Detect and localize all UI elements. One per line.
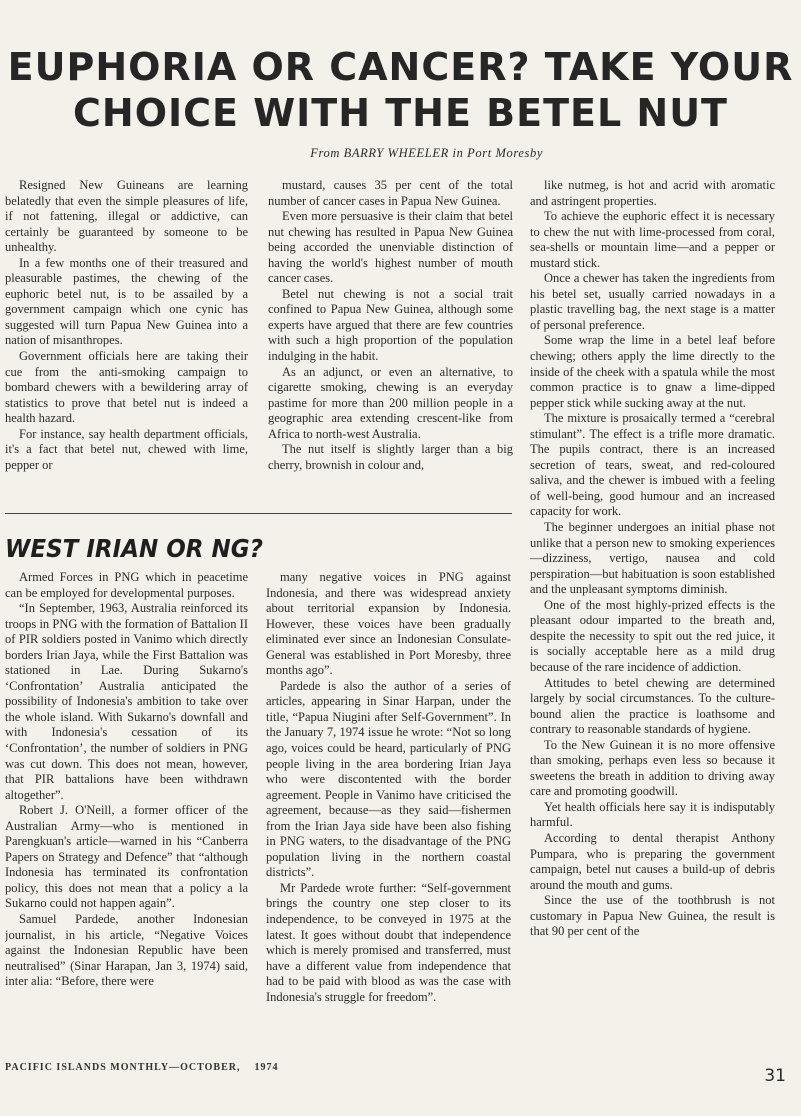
paragraph: For instance, say health department officials, it's a fact that betel nut, chewed with lime, pepper or xyxy=(5,426,248,472)
paragraph: Attitudes to betel chewing are determined largely by social circumstances. To the culture-bound alien the practice is loathsome and contrary to reasonable standards of hygiene. xyxy=(530,675,775,737)
paragraph: To the New Guinean it is no more offensive than smoking, perhaps even less so because it sweetens the breath in addition to driving away care and promoting goodwill. xyxy=(530,737,775,799)
byline: From BARRY WHEELER in Port Moresby xyxy=(310,146,543,160)
sidebar-column-1 xyxy=(5,570,248,1060)
sidebar-column-2 xyxy=(266,570,511,1060)
paragraph: “In September, 1963, Australia reinforced its troops in PNG with the formation of Battalion II of PIR soldiers posted in Vanimo which directly borders Irian Jaya, while the First Battalion was stationed in Lae. During Sukarno's ‘Confrontation’ Australia anticipated the possibility of Indonesia's ambition to take over the whole island. With Sukarno's downfall and with Indonesia's cessation of its ‘Confrontation’, the number of soldiers in PNG was cut down. This does not mean, however, that PIR battalions have been withdrawn altogether”. xyxy=(5,601,248,802)
footer-year: 1974 xyxy=(254,1062,279,1073)
paragraph: mustard, causes 35 per cent of the total number of cancer cases in Papua New Guinea. xyxy=(268,178,513,208)
paragraph: The mixture is prosaically termed a “cerebral stimulant”. The effect is a trifle more dramatic. The pupils contract, there is an increased secretion of tears, sweat, and red-coloured saliva, and the chewer is imbued with a feeling of well-being, good humour and an increased capacity for work. xyxy=(530,411,775,519)
paragraph: Betel nut chewing is not a social trait confined to Papua New Guinea, although some experts have argued that there are few countries with such a high proportion of the population indulging in the habit. xyxy=(268,286,513,364)
paragraph: Since the use of the toothbrush is not customary in Papua New Guinea, the result is that 90 per cent of the xyxy=(530,893,775,939)
paragraph: According to dental therapist Anthony Pumpara, who is preparing the government campaign, betel nut causes a build-up of debris around the mouth and gums. xyxy=(530,830,775,892)
paragraph: Some wrap the lime in a betel leaf before chewing; others apply the lime directly to the inside of the cheek with a spatula while the most common practice is to gnaw a lime-dipped pepper stick while sucking away at the nut. xyxy=(530,333,775,410)
paragraph: Yet health officials here say it is indisputably harmful. xyxy=(530,799,775,830)
article-column-3 xyxy=(530,178,775,1056)
paragraph: One of the most highly-prized effects is the pleasant odour imparted to the breath and, despite the necessity to spit out the red juice, it is socially acceptable here as a mild drug because of the rare incidence of addiction. xyxy=(530,597,775,674)
section-divider xyxy=(5,513,512,514)
paragraph: The beginner undergoes an initial phase not unlike that a person new to smoking experiences—dizziness, vertigo, nausea and cold perspiration—but habituation is soon established and the unpleasant symptoms diminish. xyxy=(530,520,775,597)
paragraph: Mr Pardede wrote further: “Self-government brings the country one step closer to its independence, to be conveyed in 1975 at the latest. It goes without doubt that independence which is merely promised and transferred, must have a different value from independence that had to be paid with blood as was the case with Indonesia's struggle for freedom”. xyxy=(266,880,511,1004)
headline xyxy=(0,44,801,136)
paragraph: As an adjunct, or even an alternative, to cigarette smoking, chewing is an everyday pastime for more than 200 million people in a geographic area extending crescent-like from Africa to north-west Australia. xyxy=(268,364,513,441)
headline-line-1: EUPHORIA OR CANCER? TAKE YOUR xyxy=(7,45,794,89)
sidebar-heading: WEST IRIAN OR NG? xyxy=(5,534,263,563)
article-column-1 xyxy=(5,178,248,498)
headline-line-2: CHOICE WITH THE BETEL NUT xyxy=(73,91,728,135)
footer-publication xyxy=(5,1062,505,1073)
paragraph: Robert J. O'Neill, a former officer of the Australian Army—who is mentioned in Parengkuan's article—warned in his “Canberra Papers on Strategy and Defence” that “although Indonesia has terminated its confrontation policy, this does not mean that a policy a la Sukarno could not happen again”. xyxy=(5,803,248,911)
paragraph: like nutmeg, is hot and acrid with aromatic and astringent properties. xyxy=(530,178,775,208)
paragraph: Samuel Pardede, another Indonesian journalist, in his article, “Negative Voices against the Indonesian Republic have been neutralised” (Sinar Harapan, Jan 3, 1974) said, inter alia: “Before, there were xyxy=(5,912,248,989)
paragraph: many negative voices in PNG against Indonesia, and there was widespread anxiety about territorial expansion by Indonesia. However, these voices have been gradually eliminated ever since an Indonesian Consulate-General was established in Port Moresby, three months ago”. xyxy=(266,570,511,678)
paragraph: To achieve the euphoric effect it is necessary to chew the nut with lime-processed from coral, sea-shells or mountain lime—and a pepper or mustard stick. xyxy=(530,209,775,270)
paragraph: The nut itself is slightly larger than a big cherry, brownish in colour and, xyxy=(268,442,513,472)
paragraph: Resigned New Guineans are learning belatedly that even the simple pleasures of life, if not fattening, illegal or addictive, can certainly be guaranteed by someone to be unhealthy. xyxy=(5,178,248,255)
paragraph: Armed Forces in PNG which in peacetime can be employed for developmental purposes. xyxy=(5,570,248,600)
paragraph: Once a chewer has taken the ingredients from his betel set, usually carried nowadays in a plastic travelling bag, the next stage is a matter of personal preference. xyxy=(530,271,775,332)
footer-publication-name: PACIFIC ISLANDS MONTHLY—OCTOBER, xyxy=(5,1062,241,1073)
paragraph: Even more persuasive is their claim that betel nut chewing has resulted in Papua New Guinea being accorded the unenviable distinction of having the world's highest number of mouth cancer cases. xyxy=(268,209,513,286)
article-column-2 xyxy=(268,178,513,498)
paragraph: Government officials here are taking their cue from the anti-smoking campaign to bombard chewers with a bewildering array of statistics to prove that betel nut is indeed a health hazard. xyxy=(5,349,248,426)
paragraph: Pardede is also the author of a series of articles, appearing in Sinar Harpan, under the title, “Papua Niugini after Self-Government”. In the January 7, 1974 issue he wrote: “Not so long ago, voices could be heard, particularly of PNG people living in the area bordering Irian Jaya who were discontented with the border agreement. People in Vanimo have criticised the agreement, because—as they said—fishermen from the Irian Jaya side have been also fishing in PNG waters, to the disadvantage of the PNG population living in the northern coastal districts”. xyxy=(266,678,511,880)
page-number: 31 xyxy=(764,1066,786,1086)
paragraph: In a few months one of their treasured and pleasurable pastimes, the chewing of the euphoric betel nut, is to be assailed by a government campaign which one cynic has suggested will turn Papua New Guinea into a nation of misanthropes. xyxy=(5,255,248,348)
